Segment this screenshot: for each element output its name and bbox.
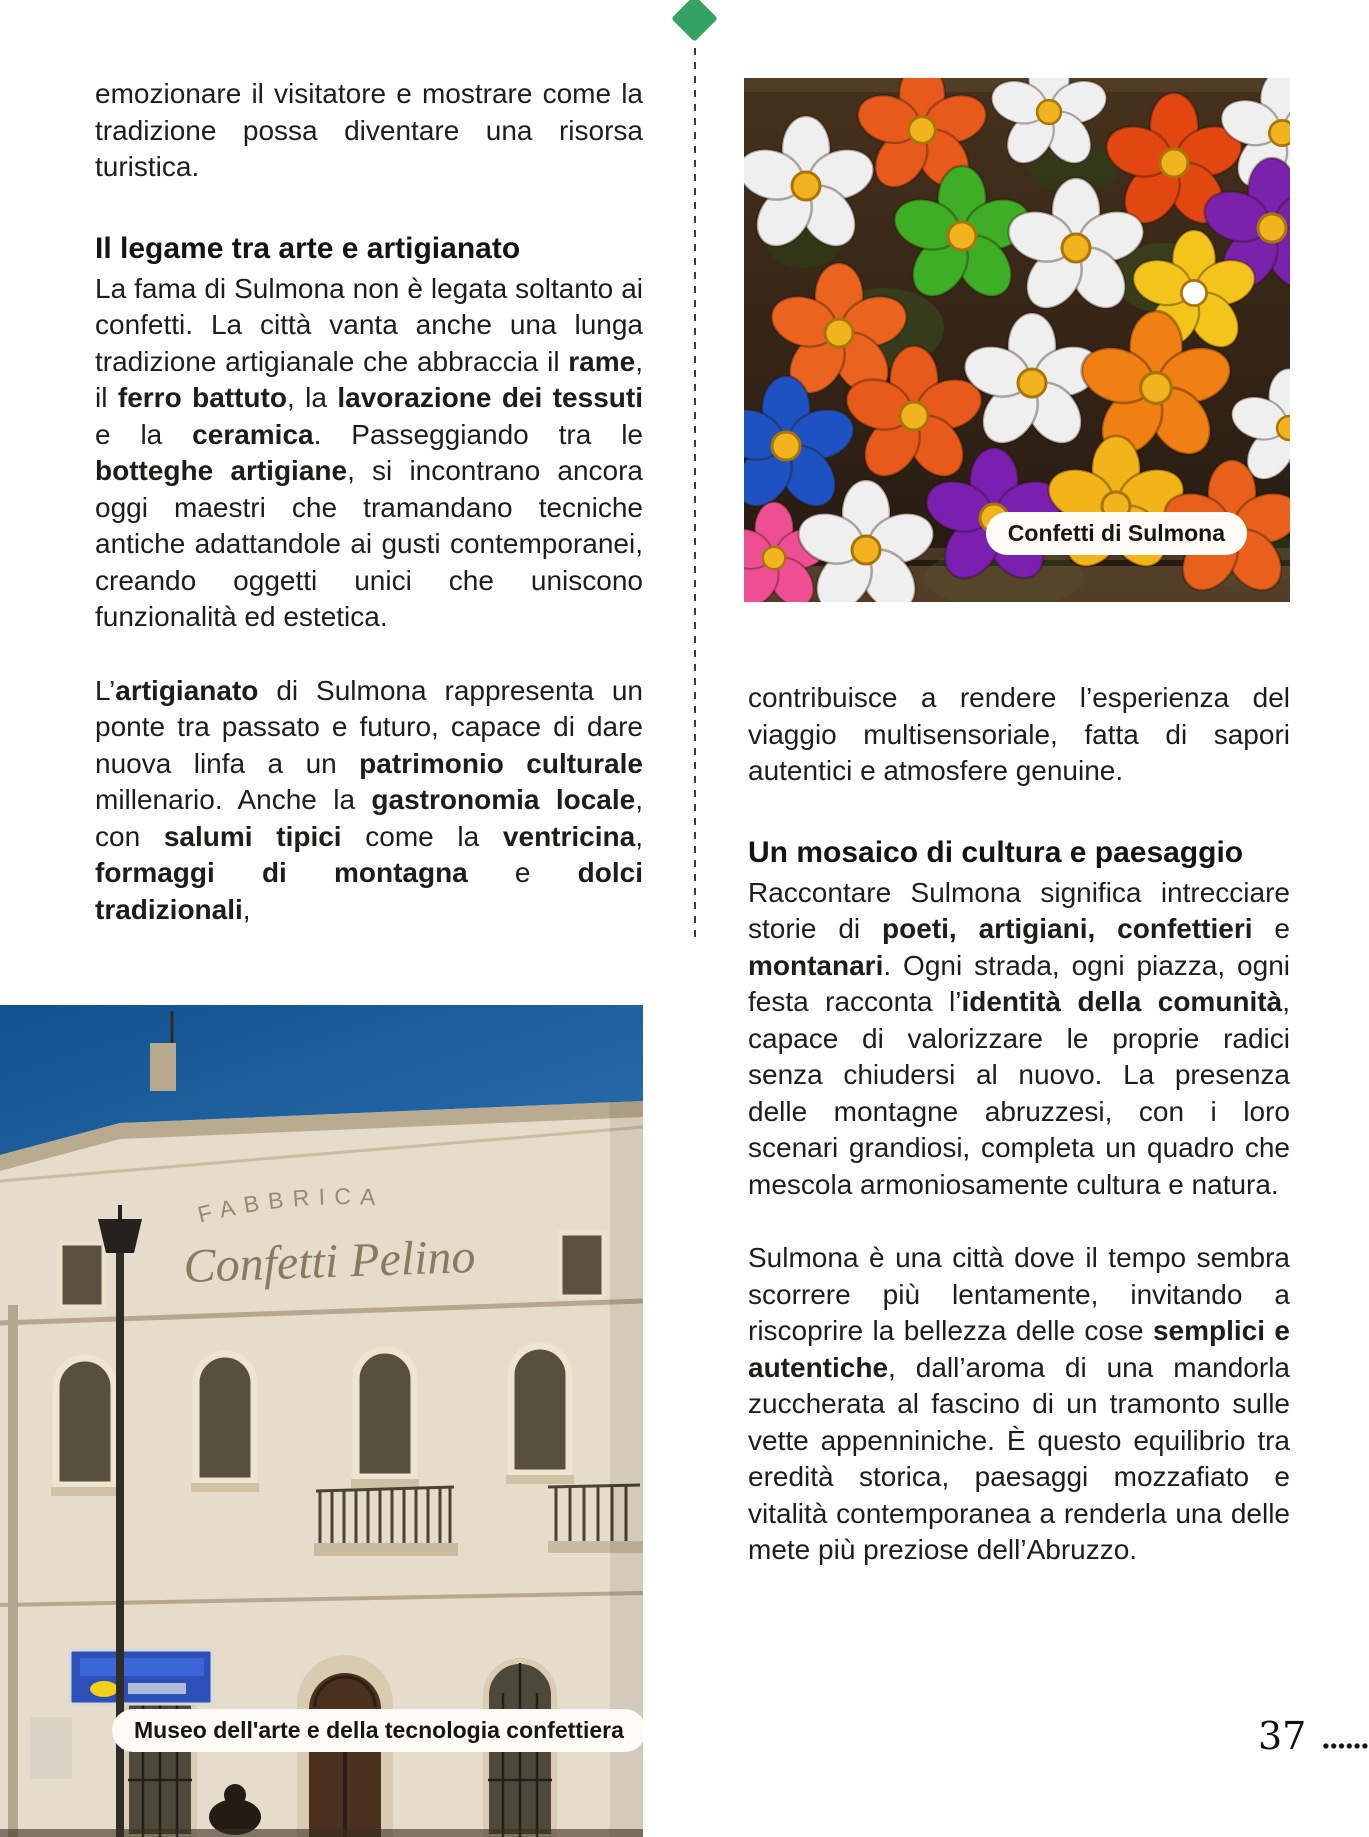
- facade-sign-confetti-pelino: Confetti Pelino: [182, 1229, 477, 1294]
- confetti-photo-caption: Confetti di Sulmona: [986, 512, 1247, 555]
- paragraph-artigianato-ponte: L’artigianato di Sulmona rappresenta un ponte tra passato e futuro, capace di dare nuova linfa a un patrimonio culturale millenario. Anche la gastronomia locale, con salumi tipici come la ventricina, formaggi di montagna e dolci tradizionali,: [95, 674, 644, 925]
- section-heading-arte-artigianato: Il legame tra arte e artigianato: [95, 231, 521, 265]
- page-number-dots: [1322, 1742, 1369, 1750]
- diamond-ornament: [671, 0, 718, 42]
- poster: [30, 1717, 72, 1779]
- confetti-photo: [744, 78, 1290, 602]
- right-column: [748, 680, 1290, 1569]
- paragraph-sulmona-tempo: Sulmona è una città dove il tempo sembra scorrere più lentamente, invitando a riscoprire la bellezza delle cose semplici e autentiche, dall’aroma di una mandorla zuccherata al fascino di un tramonto sulle vette appenniniche. È questo equilibrio tra eredità storica, paesaggi mozzafiato e vitalità contemporanea a renderla una delle mete più preziose dell’Abruzzo.: [748, 1242, 1290, 1565]
- paragraph-tradizione-artigianale: La fama di Sulmona non è legata soltanto ai confetti. La città vanta anche una lunga tradizione artigianale che abbraccia il rame, il ferro battuto, la lavorazione dei tessuti e la ceramica. Passeggiando tra le botteghe artigiane, si incontrano ancora oggi maestri che tramandano tecniche antiche adattandole ai gusti contemporanei, creando oggetti unici che uniscono funzionalità ed estetica.: [95, 272, 643, 632]
- museum-photo: [0, 1005, 643, 1837]
- left-column: [95, 76, 643, 928]
- page-number: 37: [1258, 1714, 1307, 1758]
- shop-sign: [70, 1650, 212, 1704]
- paragraph-intro: emozionare il visitatore e mostrare come la tradizione possa diventare una risorsa turistica.: [95, 78, 643, 182]
- column-divider: [694, 48, 696, 940]
- museum-photo-caption: Museo dell'arte e della tecnologia confettiera: [112, 1709, 643, 1752]
- upper-window: [560, 1233, 604, 1297]
- paragraph-raccontare-sulmona: Raccontare Sulmona significa intrecciare storie di poeti, artigiani, confettieri e montanari. Ogni strada, ogni piazza, ogni festa racconta l’identità della comunità, capace di valorizzare le proprie radici senza chiudersi al nuovo. La presenza delle montagne abruzzesi, con i loro scenari grandiosi, completa un quadro che mescola armoniosamente cultura e natura.: [748, 876, 1290, 1200]
- chimney: [150, 1043, 176, 1091]
- upper-window: [60, 1243, 104, 1307]
- drainpipe: [8, 1305, 18, 1837]
- facade-sign-fabbrica: FABBRICA: [195, 1183, 386, 1228]
- paragraph-esperienza-viaggio: contribuisce a rendere l’esperienza del viaggio multisensoriale, fatta di sapori autentici e atmosfere genuine.: [748, 682, 1290, 786]
- section-heading-mosaico: Un mosaico di cultura e paesaggio: [748, 835, 1244, 869]
